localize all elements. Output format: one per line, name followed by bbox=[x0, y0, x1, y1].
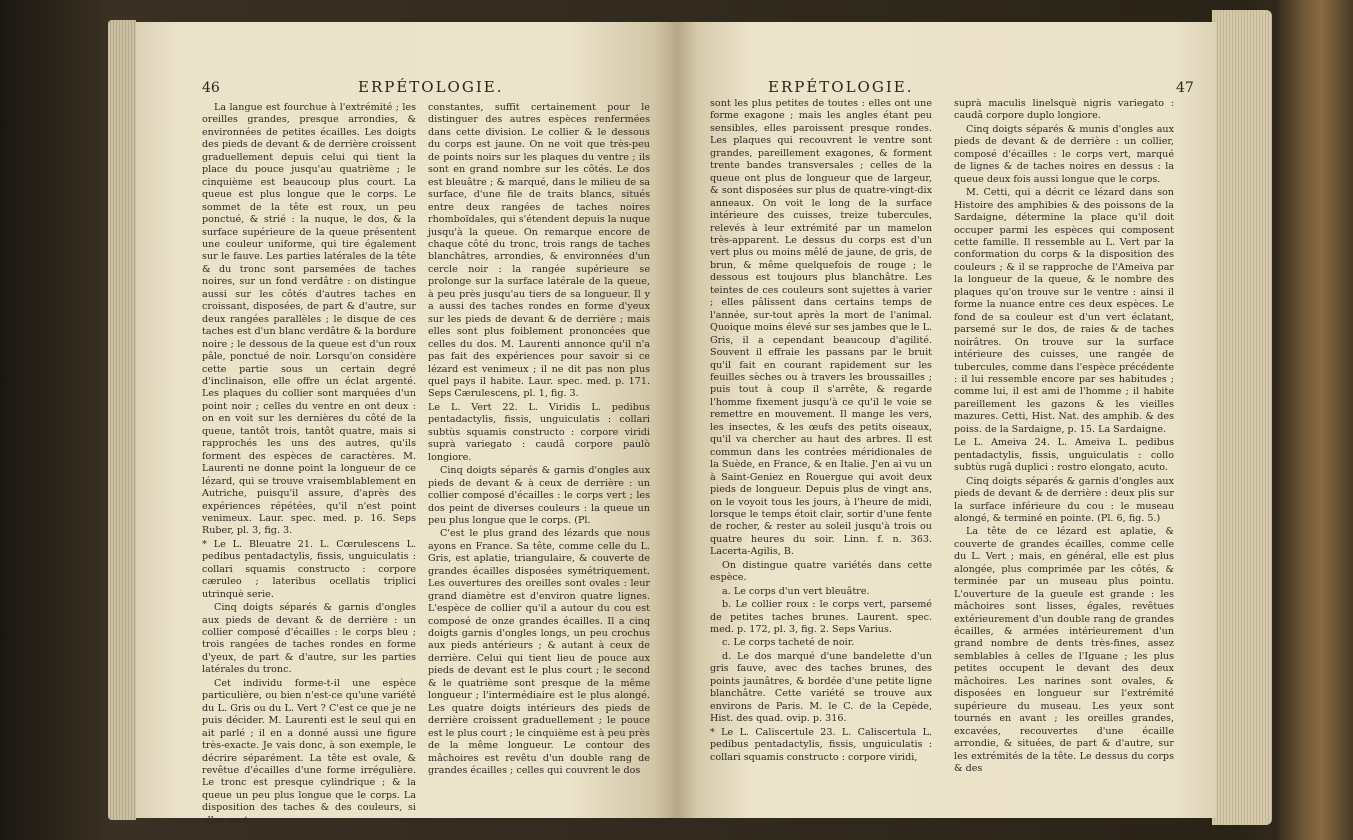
text-column-left-2 bbox=[428, 102, 650, 778]
text-column-left-1 bbox=[202, 102, 416, 828]
paragraph: Cinq doigts séparés & garnis d'ongles aux pieds de devant & à ceux de derrière : un collier composé d'écailles : le corps vert ; les dos peint de diverses couleurs : la queue un peu plus longue que le corps. (Pl. bbox=[428, 465, 650, 526]
paragraph: b. Le collier roux : le corps vert, parsemé de petites taches brunes. Laurent. spec. med. p. 172, pl. 3, fig. 2. Seps Varius. bbox=[710, 599, 932, 636]
right-page-header bbox=[676, 80, 1216, 100]
paragraph: C'est le plus grand des lézards que nous ayons en France. Sa tête, comme celle du L. Gris, est aplatie, triangulaire, & couverte de grandes écailles disposées symétriquement. Les ouvertures des oreilles sont ovales : leur grand diamètre est d'environ quatre lignes. L'espèce de collier qu'il a autour du cou est composé de onze grandes écailles. Il a cinq doigts garnis d'ongles longs, un peu crochus aux pieds antérieurs ; & autant à ceux de derrière. Celui qui tient lieu de pouce aux pieds de devant est le plus court ; le second & le quatrième sont presque de la même longueur ; l'intermédiaire est le plus alongé. Les quatre doigts intérieurs des pieds de derrière croissent graduellement ; le pouce est le plus court ; le cinquième est à peu près de la même longueur. Le contour des mâchoires est revêtu d'un double rang de grandes écailles ; celles qui couvrent le dos bbox=[428, 528, 650, 777]
book-cover-edge bbox=[1273, 0, 1353, 840]
page-number: 46 bbox=[202, 80, 220, 96]
paragraph: La langue est fourchue à l'extrémité ; les oreilles grandes, presque arrondies, & environnées de petites écailles. Les doigts des pieds de devant & de derrière croissent graduellement depuis celui qui tient la place du pouce jusqu'au quatrième ; le cinquième est beaucoup plus court. La queue est plus longue que le corps. Le sommet de la tête est roux, un peu ponctué, & strié : la nuque, le dos, & la surface supérieure de la queue présentent une couleur uniforme, qui tire également sur le fauve. Les parties latérales de la tête & du tronc sont parsemées de taches noires, sur un fond verdâtre : on distingue aussi sur les côtés d'autres taches en croissant, disposées, de part & d'autre, sur deux rangées parallèles ; le disque de ces taches est d'un blanc verdâtre & la bordure noire ; le dessous de la queue est d'un roux pâle, ponctué de noir. Lorsqu'on considère cette partie sous un certain degré d'inclinaison, elle offre un éclat argenté. Les plaques du collier sont marquées d'un point noir ; celles du ventre en ont deux : on en voit sur les dernières du côté de la queue, tantôt trois, tantôt quatre, mais si rapprochés les uns des autres, qu'ils forment des espèces de caractères. M. Laurenti ne donne point la longueur de ce lézard, qui se trouve vraisemblablement en Autriche, puisqu'il assure, d'après des expériences répétées, qu'il n'est point venimeux. Laur. spec. med. p. 16. Seps Ruber, pl. 3, fig. 3. bbox=[202, 102, 416, 537]
paragraph: suprà maculis linelsquè nigris variegato : caudâ corpore duplo longiore. bbox=[954, 98, 1174, 122]
page-stack-right bbox=[1212, 10, 1272, 825]
species-entry: * Le L. Bleuatre 21. L. Cœrulescens L. pedibus pentadactylis, fissis, unguiculatis : collari squamis constructo : corpore cæruleo ; lateribus ocellatis triplici utrinquè serie. bbox=[202, 538, 416, 600]
paragraph: Cet individu forme-t-il une espèce particulière, ou bien n'est-ce qu'une variété du L. Gris ou du L. Vert ? C'est ce que je ne puis décider. M. Laurenti est le seul qui en ait parlé ; il en a donné aussi une figure très-exacte. Je vais donc, à son exemple, le décrire séparément. La tête est ovale, & revêtue d'écailles d'une forme irrégulière. Le tronc est presque cylindrique ; & la queue un peu plus longue que le corps. La disposition des taches & des couleurs, si elles sont bbox=[202, 677, 416, 826]
species-entry: Le L. Ameiva 24. L. Ameiva L. pedibus pentadactylis, fissis, unguiculatis : collo subtùs rugâ duplici : rostro elongato, acuto. bbox=[954, 437, 1174, 474]
right-page bbox=[676, 22, 1216, 818]
left-page-header bbox=[136, 80, 676, 100]
paragraph: On distingue quatre variétés dans cette espèce. bbox=[710, 559, 932, 584]
running-head: ERPÉTOLOGIE. bbox=[358, 78, 504, 96]
species-entry: Le L. Vert 22. L. Viridis L. pedibus pentadactylis, fissis, unguiculatis : collari subtùs squamis constructo : corpore viridi suprà variegato : caudâ corpore paulò longiore. bbox=[428, 401, 650, 463]
paragraph: c. Le corps tacheté de noir. bbox=[722, 637, 855, 649]
paragraph: Cinq doigts séparés & munis d'ongles aux pieds de devant & de derrière : un collier, composé d'écailles : le corps vert, marqué de lignes & de taches noires en dessus : la queue deux fois aussi longue que le corps. bbox=[954, 123, 1174, 185]
page-stack-left bbox=[108, 20, 136, 820]
paragraph: Cinq doigts séparés & garnis d'ongles aux pieds de devant & de derrière : deux plis sur la surface inférieure du cou : le museau alongé, & terminé en pointe. (Pl. 6, fig. 5.) bbox=[954, 475, 1174, 524]
paragraph: constantes, suffit certainement pour le distinguer des autres espèces renfermées dans cette division. Le collier & le dessous du corps est jaune. On ne voit que très-peu de points noirs sur les plaques du ventre ; ils sont en grand nombre sur les côtés. Le dos est bleuâtre ; & marqué, dans le milieu de sa surface, d'une file de traits blancs, situés entre deux rangées de taches noires rhomboïdales, qui s'étendent depuis la nuque jusqu'à la queue. On remarque encore de chaque côté du tronc, trois rangs de taches blanchâtres, arrondies, & environnées d'un cercle noir : la rangée supérieure se prolonge sur la surface latérale de la queue, à peu près jusqu'au tiers de sa longueur. Il y a aussi des taches rondes en forme d'yeux sur les pieds de devant & de derrière ; mais elles sont plus foiblement prononcées que celles du dos. M. Laurenti annonce qu'il n'a pas fait des expériences pour savoir si ce lézard est venimeux ; il ne dit pas non plus quel pays il habite. Laur. spec. med. p. 171. Seps Cærulescens, pl. 1, fig. 3. bbox=[428, 102, 650, 400]
paragraph: sont les plus petites de toutes : elles ont une forme exagone ; mais les angles étant peu sensibles, elles paroissent presque rondes. Les plaques qui recouvrent le ventre sont grandes, pareillement exagones, & forment trente bandes transversales ; celles de la queue ont plus de longueur que de largeur, & sont disposées sur plus de quatre-vingt-dix anneaux. On voit le long de la surface intérieure des cuisses, treize tubercules, relevés à leur extrémité par un mamelon très-apparent. Le dessus du corps est d'un vert plus ou moins mêlé de jaune, de gris, de brun, & même quelquefois de rouge ; le dessous est toujours plus blanchâtre. Les teintes de ces couleurs sont sujettes à varier ; elles pâlissent dans certains temps de l'année, sur-tout après la mort de l'animal. Quoique moins élevé sur ses jambes que le L. Gris, il a cependant beaucoup d'agilité. Souvent il effraie les passans par le bruit qu'il fait en courant rapidement sur les feuilles sèches ou à travers les broussailles ; puis tout à coup il s'arrête, & regarde l'homme fixement jusqu'à ce qu'il le voie se remettre en mouvement. Il mange les vers, les insectes, & les œufs des petits oiseaux, qu'il va chercher au haut des arbres. Il est commun dans les contrées méridionales de la Suède, en France, & en Italie. J'en ai vu un à Saint-Geniez en Rouergue qui avoit deux pieds de longueur. Depuis plus de vingt ans, on le voyoit tous les jours, à l'heure de midi, lorsque le temps étoit clair, sortir d'une fente de rocher, & rester au soleil jusqu'à trois ou quatre heures du soir. Linn. f. n. 363. Lacerta-Agilis, B. bbox=[710, 98, 932, 558]
page-number: 47 bbox=[1176, 80, 1194, 96]
running-head: ERPÉTOLOGIE. bbox=[768, 78, 914, 96]
text-column-right-1 bbox=[710, 98, 932, 765]
paragraph: La tête de ce lézard est aplatie, & couverte de grandes écailles, comme celle du L. Vert ; mais, en général, elle est plus alongée, plus comprimée par les côtés, & terminée par un museau plus pointu. L'ouverture de la gueule est grande : les mâchoires sont lisses, égales, revêtues extérieurement d'un double rang de grandes écailles, & armées intérieurement d'un grand nombre de dents très-fines, assez semblables à celles de l'Iguane ; les plus petites occupent le devant des deux mâchoires. Les narines sont ovales, & disposées en longueur sur l'extrémité supérieure du museau. Les yeux sont tournés en avant ; les oreilles grandes, excavées, recouvertes d'une écaille arrondie, & situées, de part & d'autre, sur les extrémités de la tête. Le dessus du corps & des bbox=[954, 526, 1174, 775]
species-entry: * Le L. Caliscertule 23. L. Caliscertula L. pedibus pentadactylis, fissis, unguiculatis : collari squamis constructo : corpore viridi, bbox=[710, 726, 932, 763]
paragraph: Cinq doigts séparés & garnis d'ongles aux pieds de devant & de derrière : un collier composé d'écailles : le corps bleu ; trois rangées de taches rondes en forme d'yeux, de part & d'autre, sur les parties latérales du tronc. bbox=[202, 602, 416, 676]
text-column-right-2 bbox=[954, 98, 1174, 776]
paragraph: d. Le dos marqué d'une bandelette d'un gris fauve, avec des taches brunes, des points jaunâtres, & bordée d'une petite ligne blanchâtre. Cette variété se trouve aux environs de Paris. M. le C. de la Cepède, Hist. des quad. ovip. p. 316. bbox=[710, 650, 932, 725]
left-page bbox=[136, 22, 676, 826]
paragraph: a. Le corps d'un vert bleuâtre. bbox=[722, 585, 870, 597]
paragraph: M. Cetti, qui a décrit ce lézard dans son Histoire des amphibies & des poissons de la Sardaigne, détermine la place qu'il doit occuper parmi les espèces qui composent cette famille. Il ressemble au L. Vert par la conformation du corps & la disposition des couleurs ; & il se rapproche de l'Ameiva par la longueur de la queue, & le nombre des plaques qu'on trouve sur le ventre : ainsi il forme la nuance entre ces deux espèces. Le fond de sa couleur est d'un vert éclatant, parsemé sur le dos, de raies & de taches noirâtres. On trouve sur la surface intérieure des cuisses, une rangée de tubercules, comme dans l'espèce précédente : il lui ressemble encore par ses habitudes ; comme lui, il est ami de l'homme ; il habite pareillement les gazons & les vieilles mazures. Cetti, Hist. Nat. des amphib. & des poiss. de la Sardaigne, p. 15. La Sardaigne. bbox=[954, 187, 1174, 435]
